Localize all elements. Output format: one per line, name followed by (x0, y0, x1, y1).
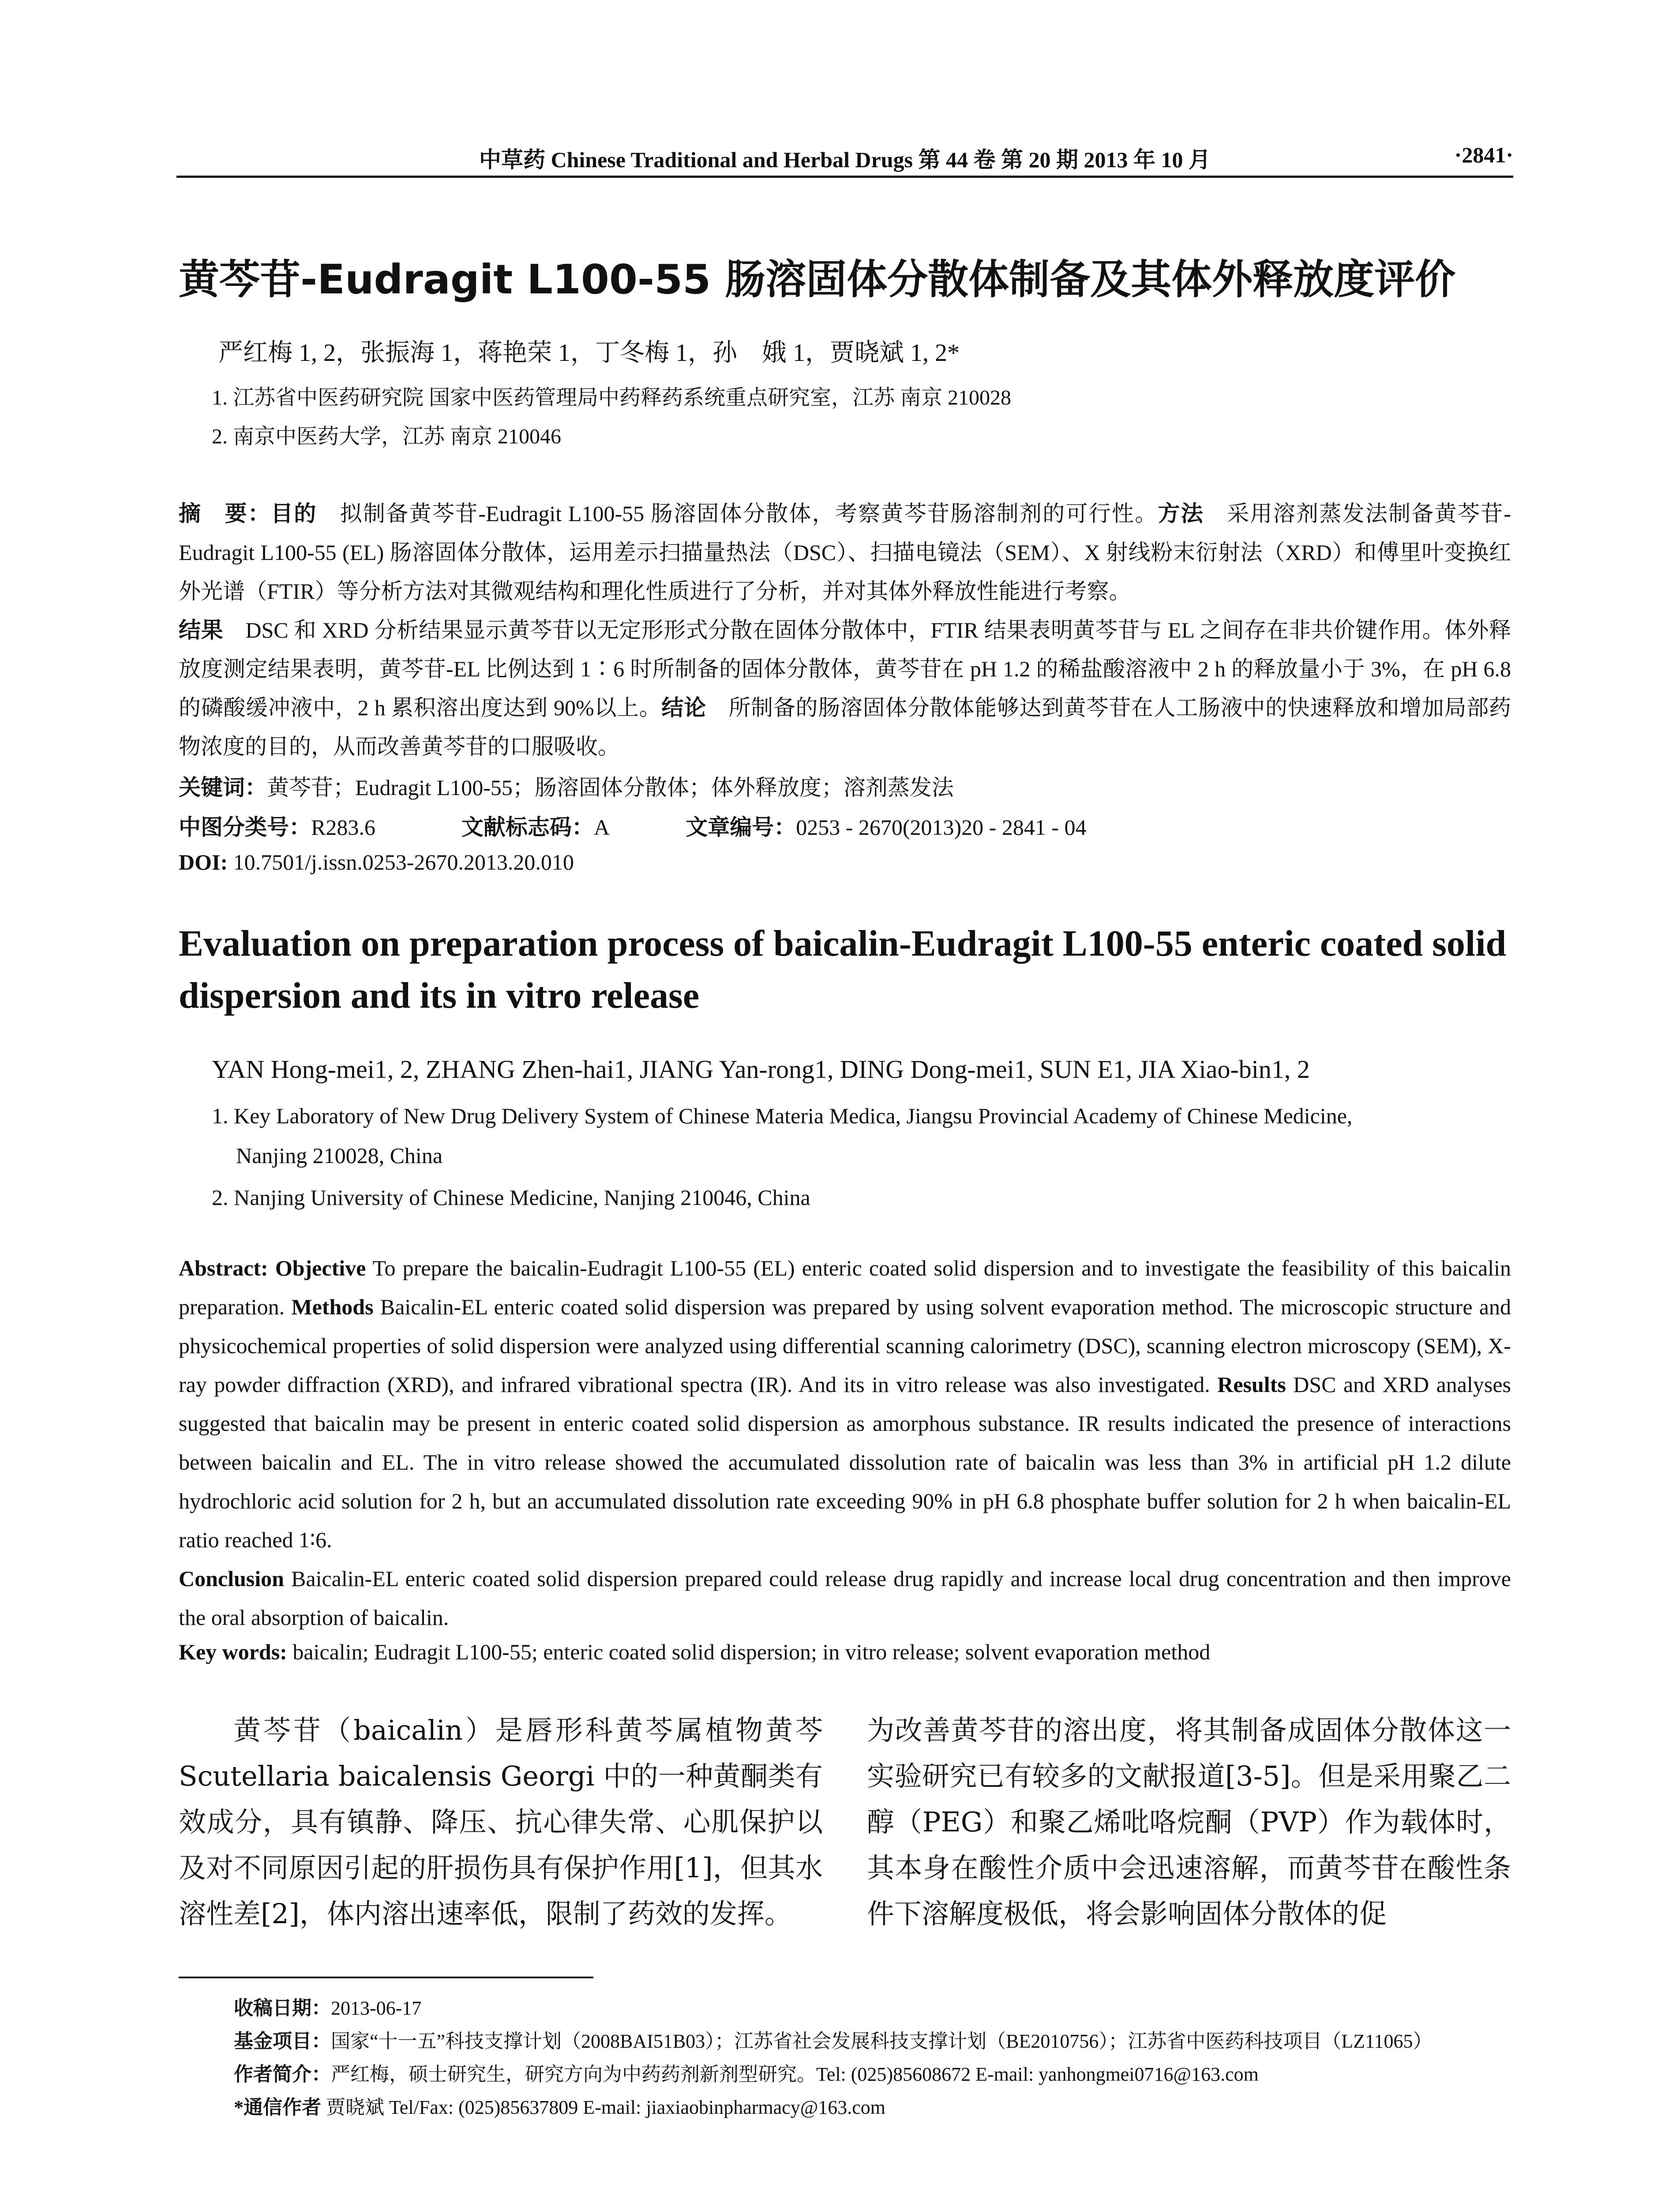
footnote-text: 严红梅，硕士研究生，研究方向为中药药剂新剂型研究。Tel: (025)85608672 E-mail: yanhongmei0716@163.com (331, 2063, 1259, 2085)
keywords-label: 关键词： (179, 775, 267, 800)
footnote-label: 作者简介： (234, 2063, 331, 2085)
results-text: DSC 和 XRD 分析结果显示黄芩苷以无定形形式分散在固体分散体中，FTIR 结果表明黄芩苷与 EL 之间存在非共价键作用。体外释放度测定结果表明，黄芩苷-EL 比例达到 1∶6 时所制备的固体分散体，黄芩苷在 pH 1.2 的稀盐酸溶液中 2 h 的释放量小于 3%，在 pH 6.8 的磷酸缓冲液中，2 h 累积溶出度达到 90%以上。 (179, 618, 1511, 720)
objective-label-en: Objective (275, 1256, 366, 1280)
header-rule (176, 176, 1513, 178)
chinese-abstract (179, 494, 1511, 766)
results-label: 结果 (179, 618, 223, 642)
doc-code-value: A (593, 815, 609, 840)
english-authors: YAN Hong-mei1, 2, ZHANG Zhen-hai1, JIANG Yan-rong1, DING Dong-mei1, SUN E1, JIA Xiao-bin1, 2 (212, 1055, 1310, 1084)
english-affiliation-1: 1. Key Laboratory of New Drug Delivery System of Chinese Materia Medica, Jiangsu Provincial Academy of Chinese Medicine, (212, 1103, 1353, 1128)
footnote-text: 2013-06-17 (331, 1997, 422, 2019)
objective-text-en: To prepare the baicalin-Eudragit L100-55 (EL) enteric coated solid dispersion and to investigate the feasibility of this baicalin preparation. (179, 1256, 1511, 1319)
keywords-label-en: Key words: (179, 1639, 287, 1664)
footnote-label: *通信作者 (234, 2097, 321, 2118)
footnote-corresponding (234, 2091, 885, 2120)
article-no-label: 文章编号： (686, 815, 796, 840)
conclusion-text-en: Baicalin-EL enteric coated solid dispersion prepared could release drug rapidly and increase local drug concentration and then improve the oral absorption of baicalin. (179, 1566, 1511, 1630)
conclusion-text: 所制备的肠溶固体分散体能够达到黄芩苷在人工肠液中的快速释放和增加局部药物浓度的目的，从而改善黄芩苷的口服吸收。 (179, 695, 1511, 759)
conclusion-label-en: Conclusion (179, 1566, 284, 1591)
english-affiliation-2: 2. Nanjing University of Chinese Medicine, Nanjing 210046, China (212, 1185, 810, 1210)
footnote-text: 贾晓斌 Tel/Fax: (025)85637809 E-mail: jiaxiaobinpharmacy@163.com (321, 2097, 885, 2118)
footnote-received (234, 1992, 421, 2020)
clc-value: R283.6 (311, 815, 375, 840)
keywords-text-en: baicalin; Eudragit L100-55; enteric coated solid dispersion; in vitro release; solvent evaporation method (287, 1639, 1211, 1664)
doi-value: 10.7501/j.issn.0253-2670.2013.20.010 (228, 850, 574, 874)
clc-label: 中图分类号： (179, 815, 311, 840)
article-no-value: 0253 - 2670(2013)20 - 2841 - 04 (796, 815, 1087, 840)
footnote-rule (179, 1977, 593, 1978)
doc-code-label: 文献标志码： (461, 815, 594, 840)
conclusion-label: 结论 (661, 695, 706, 720)
body-column-right: 为改善黄芩苷的溶出度，将其制备成固体分散体这一实验研究已有较多的文献报道[3-5]。但是采用聚乙二醇（PEG）和聚乙烯吡咯烷酮（PVP）作为载体时，其本身在酸性介质中会迅速溶解，而黄芩苷在酸性条件下溶解度极低，将会影响固体分散体的促 (867, 1714, 1511, 1930)
running-header (176, 142, 1513, 177)
chinese-keywords (179, 770, 954, 802)
journal-header: 中草药 Chinese Traditional and Herbal Drugs 第 44 卷 第 20 期 2013 年 10 月 (479, 147, 1211, 172)
page-number: ·2841· (1454, 143, 1513, 167)
objective-label: 目的 (271, 501, 317, 526)
results-text-en: DSC and XRD analyses suggested that baicalin may be present in enteric coated solid dispersion as amorphous substance. IR results indicated the presence of interactions between baicalin and EL. The in vitro release showed the accumulated dissolution rate of baicalin was less than 3% in artificial pH 1.2 dilute hydrochloric acid solution for 2 h, but an accumulated dissolution rate exceeding 90% in pH 6.8 phosphate buffer solution for 2 h when baicalin-EL ratio reached 1∶6. (179, 1372, 1511, 1552)
keywords-text: 黄芩苷；Eudragit L100-55；肠溶固体分散体；体外释放度；溶剂蒸发法 (267, 775, 954, 800)
methods-text-en: Baicalin-EL enteric coated solid dispersion was prepared by using solvent evaporation method. The microscopic structure and physicochemical properties of solid dispersion were analyzed using differential scanning calorimetry (DSC), scanning electron microscopy (SEM), X-ray powder diffraction (XRD), and infrared vibrational spectra (IR). And its in vitro release was also investigated. (179, 1294, 1511, 1397)
methods-text: 采用溶剂蒸发法制备黄芩苷-Eudragit L100-55 (EL) 肠溶固体分散体，运用差示扫描量热法（DSC）、扫描电镜法（SEM）、X 射线粉末衍射法（XRD）和傅里叶变换红外光谱（FTIR）等分析方法对其微观结构和理化性质进行了分析，并对其体外释放性能进行考察。 (179, 501, 1511, 604)
objective-text: 拟制备黄芩苷-Eudragit L100-55 肠溶固体分散体，考察黄芩苷肠溶制剂的可行性。 (317, 501, 1158, 526)
english-keywords (179, 1639, 1210, 1665)
body-column-left: 黄芩苷（baicalin）是唇形科黄芩属植物黄芩 Scutellaria baicalensis Georgi 中的一种黄酮类有效成分，具有镇静、降压、抗心律失常、心肌保护以及对不同原因引起的肝损伤具有保护作用[1]，但其水溶性差[2]，体内溶出速率低，限制了药效的发挥。 (179, 1714, 823, 1930)
doi-label: DOI: (179, 850, 228, 874)
footnote-label: 基金项目： (234, 2030, 331, 2052)
abstract-label: 摘 要： (179, 501, 271, 526)
chinese-authors: 严红梅 1, 2，张振海 1，蒋艳荣 1，丁冬梅 1，孙 娥 1，贾晓斌 1, 2* (218, 339, 960, 367)
doi-line (179, 849, 574, 875)
results-label-en: Results (1217, 1372, 1286, 1397)
english-affiliation-1-cont: Nanjing 210028, China (236, 1143, 443, 1168)
english-abstract (179, 1249, 1511, 1637)
methods-label-en: Methods (291, 1294, 374, 1319)
footnote-label: 收稿日期： (234, 1997, 331, 2019)
classification-line (179, 810, 1086, 841)
chinese-affiliation-2: 2. 南京中医药大学，江苏 南京 210046 (212, 425, 562, 448)
english-title: Evaluation on preparation process of baicalin-Eudragit L100-55 enteric coated solid dispersion and its in vitro release (179, 923, 1507, 1016)
footnote-funding (234, 2025, 1432, 2053)
abstract-label-en: Abstract: (179, 1256, 268, 1280)
footnote-text: 国家“十一五”科技支撑计划（2008BAI51B03）；江苏省社会发展科技支撑计划（BE2010756）；江苏省中医药科技项目（LZ11065） (331, 2030, 1432, 2052)
chinese-title: 黄芩苷-Eudragit L100-55 肠溶固体分散体制备及其体外释放度评价 (179, 256, 1456, 303)
methods-label: 方法 (1158, 501, 1204, 526)
chinese-affiliation-1: 1. 江苏省中医药研究院 国家中医药管理局中药释药系统重点研究室，江苏 南京 210028 (212, 386, 1012, 409)
footnote-author-bio (234, 2058, 1259, 2086)
